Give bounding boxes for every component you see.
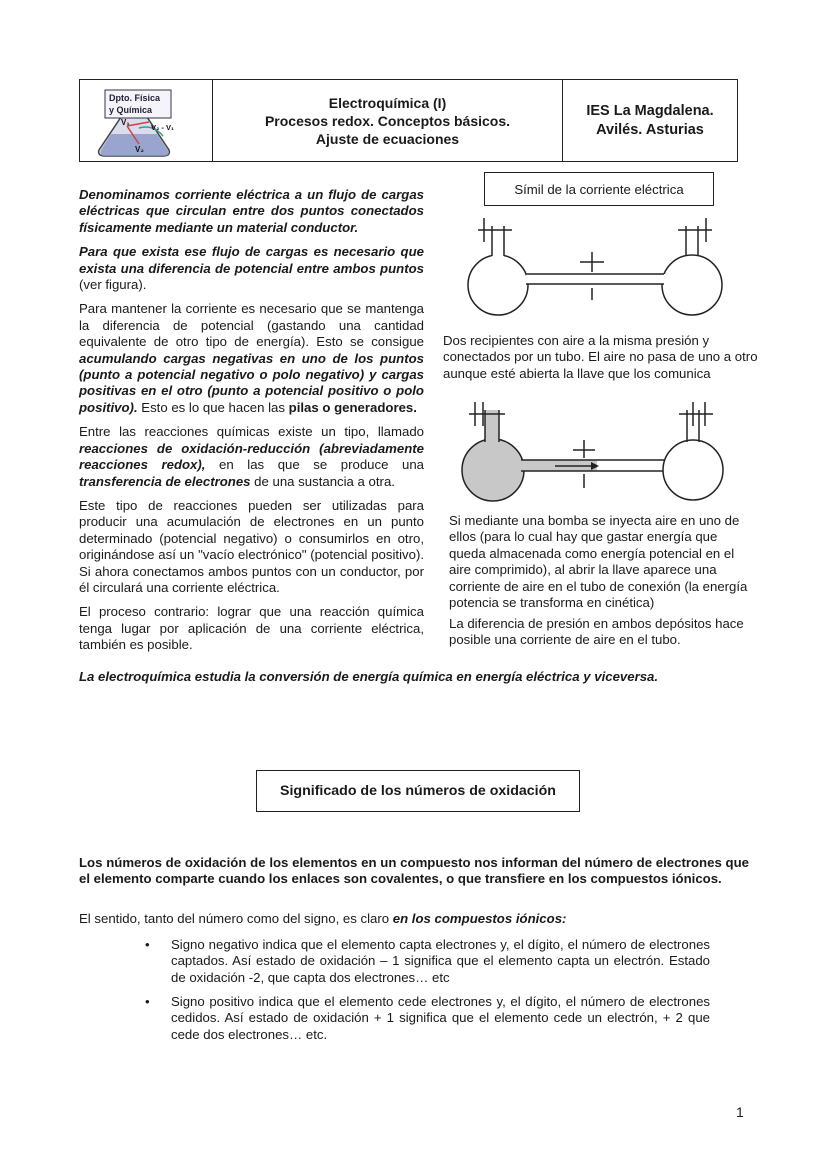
paragraph-accumulation: Este tipo de reacciones pueden ser utilizadas para producir una acumulación de electrones en un punto determinado (potencial negativo) o consumirlos en otro, originándose así un "vacío electrónico" (potencial positivo). Si ahora conectamos ambos puntos con un conductor, por él circulará una corriente eléctrica. — [79, 497, 424, 595]
maintain-text-d: pilas o generadores. — [288, 399, 417, 415]
redox-text-b: reacciones de oxidación-reducción (abreviadamente reacciones redox), — [79, 440, 424, 473]
redox-text-e: de una sustancia a otra. — [250, 473, 395, 489]
bullet-text-negative: Signo negativo indica que el elemento capta electrones y, el dígito, el número de electrones captados. Así estado de oxidación – 1 significa que el elemento capta un electrón. Estado de oxidación -2, que capta dos electrones… etc — [171, 937, 710, 985]
redox-text-a: Entre las reacciones químicas existe un tipo, llamado — [79, 424, 424, 440]
school-line-2: Avilés. Asturias — [596, 121, 704, 138]
ionic-sentence-a: El sentido, tanto del número como del signo, es claro — [79, 911, 393, 926]
maintain-text-b: acumulando cargas negativas en uno de los puntos (punto a potencial negativo o polo negativo) y cargas positivas en el otro (punto a potencial positivo o polo positivo). — [79, 350, 424, 415]
title-line-1: Electroquímica (I) — [328, 94, 447, 111]
logo-line-1: Dpto. Física — [109, 92, 161, 103]
paragraph-maintain — [79, 301, 424, 416]
page-number: 1 — [736, 1104, 744, 1120]
paragraph-potential — [79, 244, 424, 293]
section-title: Significado de los números de oxidación — [280, 783, 556, 799]
department-logo — [80, 80, 212, 161]
redox-text-d: transferencia de electrones — [79, 473, 251, 489]
paragraph-definition: Denominamos corriente eléctrica a un flujo de cargas eléctricas que circulan entre dos puntos conectados físicamente mediante un material conductor. — [79, 187, 424, 235]
logo-v2-v1: V₂ - V₁ — [151, 122, 175, 132]
maintain-text-a: Para mantener la corriente es necesario que se mantenga la diferencia de potencial (gastando una cantidad equivalente de otro tipo de energía). Esto se consigue — [79, 301, 424, 350]
list-item — [145, 994, 710, 1043]
title-line-3: Ajuste de ecuaciones — [315, 130, 460, 147]
redox-text-c: en las que se produce una — [205, 457, 424, 473]
bullet-icon: • — [145, 994, 150, 1009]
potential-bold-text: Para que exista ese flujo de cargas es necesario que exista una diferencia de potencial entre ambos puntos — [79, 244, 424, 276]
header-table — [79, 79, 738, 162]
list-item — [145, 937, 710, 986]
paragraph-redox — [79, 424, 424, 490]
summary-statement: La electroquímica estudia la conversión de energía química en energía eléctrica y viceversa. — [79, 669, 659, 684]
logo-v2: V₂ — [135, 144, 144, 154]
left-column — [79, 187, 424, 654]
paragraph-reverse: El proceso contrario: lograr que una reacción química tenga lugar por aplicación de una corriente eléctrica, también es posible. — [79, 604, 424, 653]
logo-line-2: y Química — [109, 104, 153, 115]
bullet-text-positive: Signo positivo indica que el elemento cede electrones y, el dígito, el número de electrones cedidos. Así estado de oxidación + 1 significa que el elemento cede un electrón, + 2 que cede dos electrones… etc. — [171, 994, 710, 1042]
maintain-text-c: Esto es lo que hacen las — [137, 399, 289, 415]
figure-caption-box — [484, 172, 714, 206]
diagram-pressure-difference — [455, 398, 730, 508]
document-title — [212, 80, 562, 161]
section-title-box — [256, 770, 580, 812]
ionic-sentence — [79, 911, 749, 927]
logo-v1: V₁ — [121, 117, 130, 127]
flask-logo-icon — [91, 84, 201, 158]
figure-caption: Símil de la corriente eléctrica — [514, 181, 684, 197]
school-line-1: IES La Magdalena. — [586, 102, 714, 119]
bullet-icon: • — [145, 937, 150, 952]
title-line-2: Procesos redox. Conceptos básicos. — [264, 112, 511, 129]
diagram3-description: La diferencia de presión en ambos depósitos hace posible una corriente de aire en el tubo. — [449, 616, 744, 648]
diagram2-description: Si mediante una bomba se inyecta aire en uno de ellos (para lo cual hay que gastar energía que queda almacenada como energía potencial en el aire comprimido), al abrir la llave aparece una corriente de aire en el tubo de conexión (la energía potencia se transforma en cinética) — [449, 513, 748, 611]
diagram-equal-pressure — [460, 210, 730, 320]
school-name — [562, 80, 737, 161]
section-intro: Los números de oxidación de los elementos en un compuesto nos informan del número de electrones que el elemento comparte cuando los enlaces son covalentes, o que transfiere en los compuestos iónicos. — [79, 855, 749, 887]
diagram1-description: Dos recipientes con aire a la misma presión y conectados por un tubo. El aire no pasa de uno a otro aunque esté abierta la llave que los comunica — [443, 333, 758, 381]
ionic-sentence-b: en los compuestos iónicos: — [392, 911, 567, 926]
potential-normal-text: (ver figura). — [79, 277, 147, 293]
